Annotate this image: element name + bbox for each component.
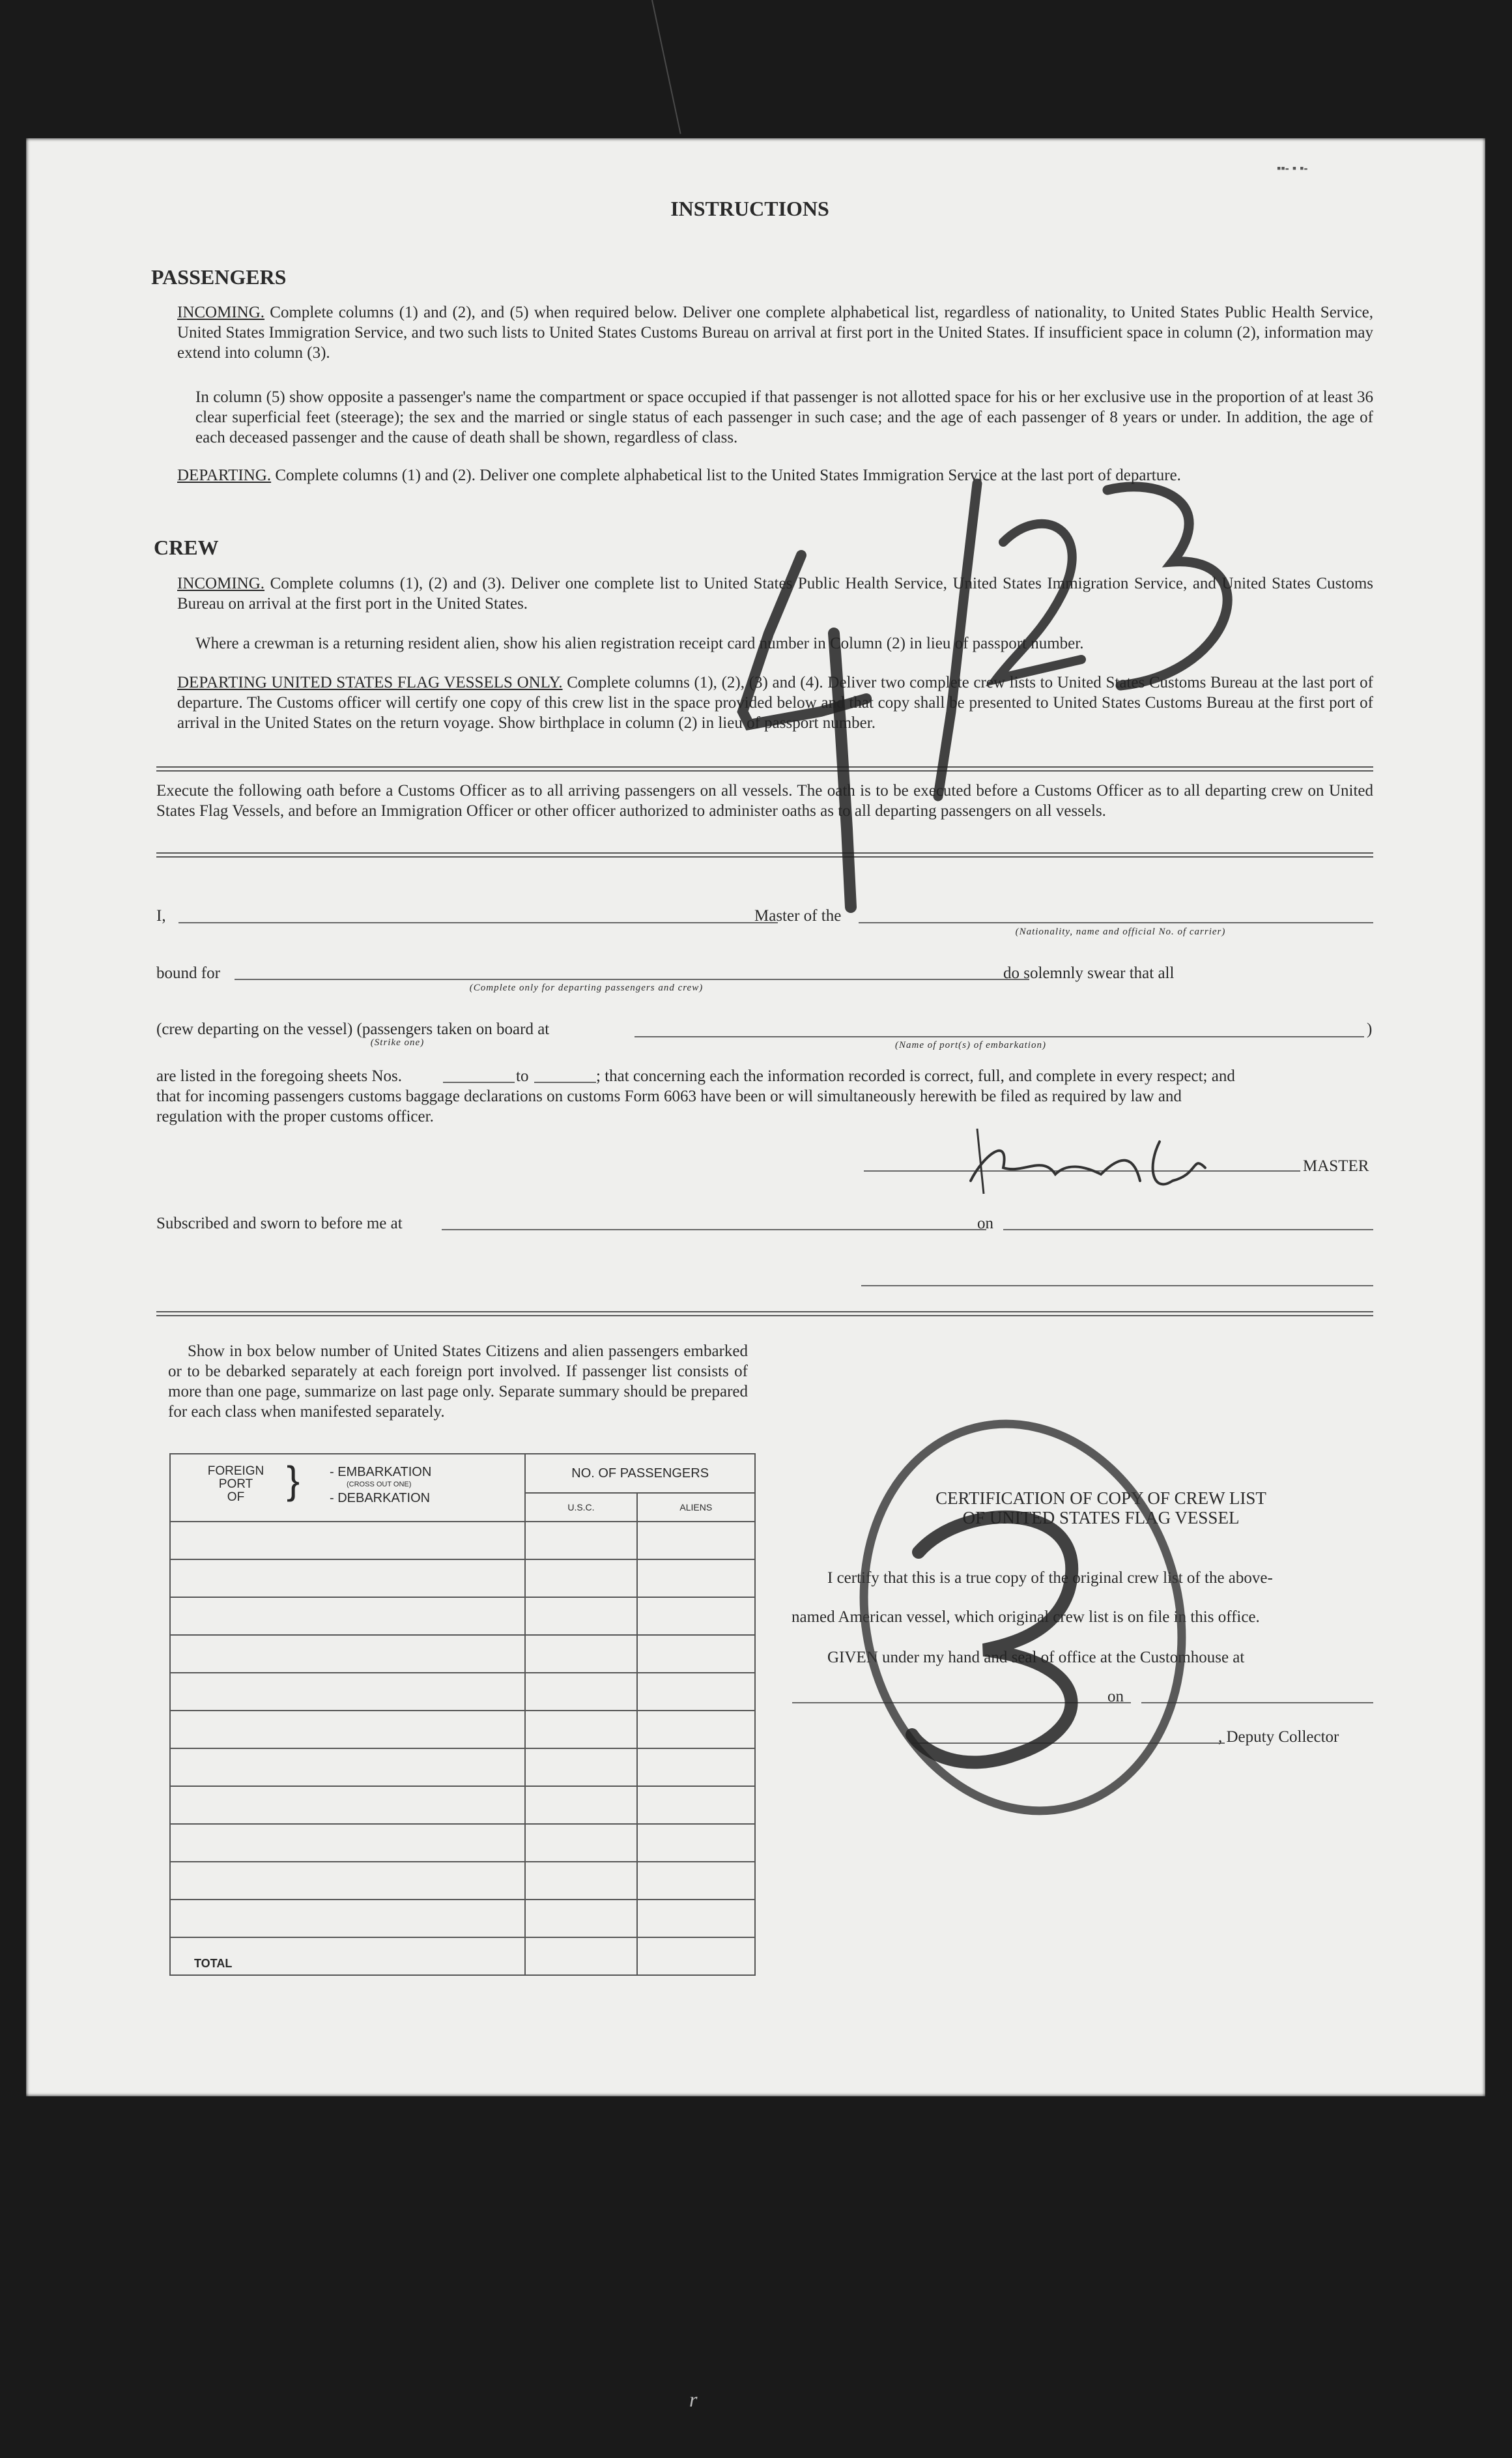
oath-i-label: I, [156,907,166,925]
certification-line2: named American vessel, which original crew list is on file in this office. [792,1608,1260,1626]
sheets-from-field[interactable] [443,1082,515,1083]
port-cell[interactable] [170,1711,525,1748]
oath-top-rule-2 [156,770,1373,772]
no-of-passengers-header: NO. OF PASSENGERS [525,1454,755,1493]
sheets-to-field[interactable] [534,1082,596,1083]
aliens-cell[interactable] [637,1673,755,1711]
usc-cell[interactable] [525,1786,636,1824]
port-cell[interactable] [170,1900,525,1937]
total-usc-cell[interactable] [525,1937,636,1975]
aliens-cell[interactable] [637,1522,755,1559]
aliens-cell[interactable] [637,1824,755,1862]
deputy-collector-signature-field[interactable] [912,1742,1225,1744]
port-cell[interactable] [170,1635,525,1673]
usc-cell[interactable] [525,1748,636,1786]
passengers-heading: PASSENGERS [151,265,287,289]
customhouse-field[interactable] [792,1702,1131,1703]
foreign-port-of-label: FOREIGN PORT OF [207,1464,264,1504]
crew-heading: CREW [154,536,219,559]
close-paren: ) [1367,1020,1373,1038]
aliens-cell[interactable] [637,1748,755,1786]
certification-title-1: CERTIFICATION OF COPY OF CREW LIST [935,1488,1266,1508]
officer-signature-field[interactable] [861,1285,1373,1286]
lower-section-rule-1 [156,1311,1373,1312]
usc-cell[interactable] [525,1597,636,1635]
brace-icon: } [287,1458,300,1502]
total-aliens-cell[interactable] [637,1937,755,1975]
passengers-departing-paragraph [177,465,1373,485]
aliens-header: ALIENS [637,1493,755,1522]
aliens-cell[interactable] [637,1711,755,1748]
crew-incoming-text: Complete columns (1), (2) and (3). Deliver one complete list to United States Public Health Service, United States Immigration Service, and United States Customs Bureau on arrival at the first port in the United States. [177,575,1374,613]
bound-for-caption: (Complete only for departing passengers and crew) [469,983,704,993]
oath-intro: Execute the following oath before a Customs Officer as to all arriving passengers on all vessels. The oath is to be executed before a Customs Officer as to all departing crew on United States Flag Vessels, and before an Immigration Officer or other officer authorized to administer oaths as to all departing passengers on all vessels. [156,782,1373,820]
port-cell[interactable] [170,1748,525,1786]
certification-on-label: on [1107,1688,1124,1705]
sheets-to-label: to [516,1067,529,1085]
crew-incoming-paragraph [177,573,1373,614]
oath-line5: that for incoming passengers customs baggage declarations on customs Form 6063 have been or will simultaneously herewith be filed as required by law and [156,1088,1182,1105]
summary-instructions: Show in box below number of United States Citizens and alien passengers embarked or to be debarked separately at each foreign port involved. If passenger list consists of more than one page, summarize on last page only. Separate summary should be prepared for each class when manifested separately. [168,1342,748,1421]
passengers-incoming-text: Complete columns (1) and (2), and (5) when required below. Deliver one complete alphabetical list, regardless of nationality, to United States Public Health Service, United States Immigration Service, and two such lists to United States Customs Bureau on arrival at first port in the United States. If insufficient space in column (2), information may extend into column (3). [177,304,1374,362]
certification-date-field[interactable] [1141,1702,1373,1703]
master-of-the-label: Master of the [754,907,842,925]
master-label: MASTER [1303,1157,1369,1175]
bound-for-field[interactable] [235,979,1029,980]
usc-cell[interactable] [525,1900,636,1937]
certification-line1: I certify that this is a true copy of the original crew list of the above- [827,1569,1273,1587]
certification-title-2: OF UNITED STATES FLAG VESSEL [962,1508,1240,1527]
summary-table-row [170,1635,755,1673]
circled-3 [912,1517,1072,1762]
summary-table-row [170,1711,755,1748]
subscribed-on-label: on [977,1215,993,1232]
summary-table-row [170,1900,755,1937]
crew-departing-paragraph [177,672,1373,733]
passengers-incoming-paragraph [177,302,1373,363]
footer-mark: r [689,2388,698,2411]
summary-table-row [170,1522,755,1559]
aliens-cell[interactable] [637,1862,755,1900]
debarkation-label: - DEBARKATION [330,1491,431,1505]
crew-departing-label: DEPARTING UNITED STATES FLAG VESSELS ONLY. [177,674,563,691]
usc-cell[interactable] [525,1711,636,1748]
aliens-cell[interactable] [637,1900,755,1937]
deputy-collector-label: , Deputy Collector [1218,1728,1339,1746]
subscribed-place-field[interactable] [442,1229,986,1230]
aliens-cell[interactable] [637,1786,755,1824]
summary-table-row [170,1748,755,1786]
total-label: TOTAL [170,1937,525,1975]
solemnly-swear-text: do solemnly swear that all [1003,964,1175,982]
port-cell[interactable] [170,1673,525,1711]
usc-cell[interactable] [525,1559,636,1597]
crew-departing-text: Complete columns (1), (2), (3) and (4). Deliver two complete crew lists to United States Customs Bureau at the last port of departure. The Customs officer will certify one copy of this crew list in the space provided below and that copy shall be presented to United States Customs Bureau at the first port of arrival in the United States on the return voyage. Show birthplace in column (2) in lieu of passport number. [177,674,1374,732]
summary-table-row [170,1824,755,1862]
port-cell[interactable] [170,1559,525,1597]
carrier-field[interactable] [859,922,1373,923]
passengers-column5-paragraph: In column (5) show opposite a passenger's name the compartment or space occupied if that passenger is not allotted space for his or her exclusive use in the proportion of at least 36 clear superficial feet (steerage); the sex and the married or single status of each passenger in such case; and the age of each passenger of 8 years or under. In addition, the age of each deceased passenger and the cause of death shall be shown, regardless of class. [195,388,1373,446]
summary-table-row [170,1786,755,1824]
usc-cell[interactable] [525,1824,636,1862]
summary-table-row [170,1862,755,1900]
passenger-summary-table [169,1453,756,1976]
oath-line6: regulation with the proper customs officer. [156,1108,434,1125]
summary-table-row [170,1597,755,1635]
certification-line3: GIVEN under my hand and seal of office at the Customhouse at [827,1649,1245,1666]
sheets-nos-label: are listed in the foregoing sheets Nos. [156,1067,402,1085]
oath-bottom-rule-1 [156,852,1373,854]
embarkation-port-caption: (Name of port(s) of embarkation) [895,1040,1046,1050]
summary-table-row [170,1673,755,1711]
usc-cell[interactable] [525,1673,636,1711]
oath-bottom-rule-2 [156,856,1373,858]
aliens-cell[interactable] [637,1597,755,1635]
port-cell[interactable] [170,1597,525,1635]
embarkation-port-field[interactable] [635,1036,1364,1037]
subscribed-date-field[interactable] [1003,1229,1373,1230]
port-cell[interactable] [170,1824,525,1862]
strike-one-caption: (Strike one) [370,1037,425,1048]
usc-cell[interactable] [525,1635,636,1673]
usc-cell[interactable] [525,1522,636,1559]
summary-table-row [170,1559,755,1597]
bound-for-label: bound for [156,964,220,982]
page-title: INSTRUCTIONS [670,197,829,220]
usc-header: U.S.C. [525,1493,636,1522]
master-signature-field[interactable] [864,1170,1300,1172]
passengers-departing-text: Complete columns (1) and (2). Deliver one complete alphabetical list to the United States Immigration Service at the last port of departure. [275,467,1181,484]
top-corner-mark: ▪▪- ▪ ▪- [1277,162,1308,175]
carrier-caption: (Nationality, name and official No. of carrier) [1015,927,1226,937]
subscribed-label: Subscribed and sworn to before me at [156,1215,403,1232]
master-signature [971,1142,1205,1184]
scan-streak [651,0,681,134]
port-cell[interactable] [170,1522,525,1559]
usc-cell[interactable] [525,1862,636,1900]
passengers-incoming-label: INCOMING. [177,304,265,321]
oath-top-rule-1 [156,766,1373,768]
embarkation-label: - EMBARKATION [330,1465,432,1479]
crew-resident-paragraph: Where a crewman is a returning resident alien, show his alien registration receipt card number in Column (2) in lieu of passport number. [195,635,1084,652]
port-cell[interactable] [170,1862,525,1900]
cross-out-one-label: (CROSS OUT ONE) [347,1481,412,1488]
master-name-field[interactable] [178,922,778,923]
lower-section-rule-2 [156,1315,1373,1316]
port-cell[interactable] [170,1786,525,1824]
crew-incoming-label: INCOMING. [177,575,265,592]
aliens-cell[interactable] [637,1635,755,1673]
oath-line4-rest: ; that concerning each the information recorded is correct, full, and complete in every respect; and [596,1067,1235,1085]
aliens-cell[interactable] [637,1559,755,1597]
passengers-departing-label: DEPARTING. [177,467,272,484]
form-page [26,138,1485,2096]
port-column-header [170,1454,525,1522]
crew-passengers-text: (crew departing on the vessel) (passengers taken on board at [156,1020,550,1038]
